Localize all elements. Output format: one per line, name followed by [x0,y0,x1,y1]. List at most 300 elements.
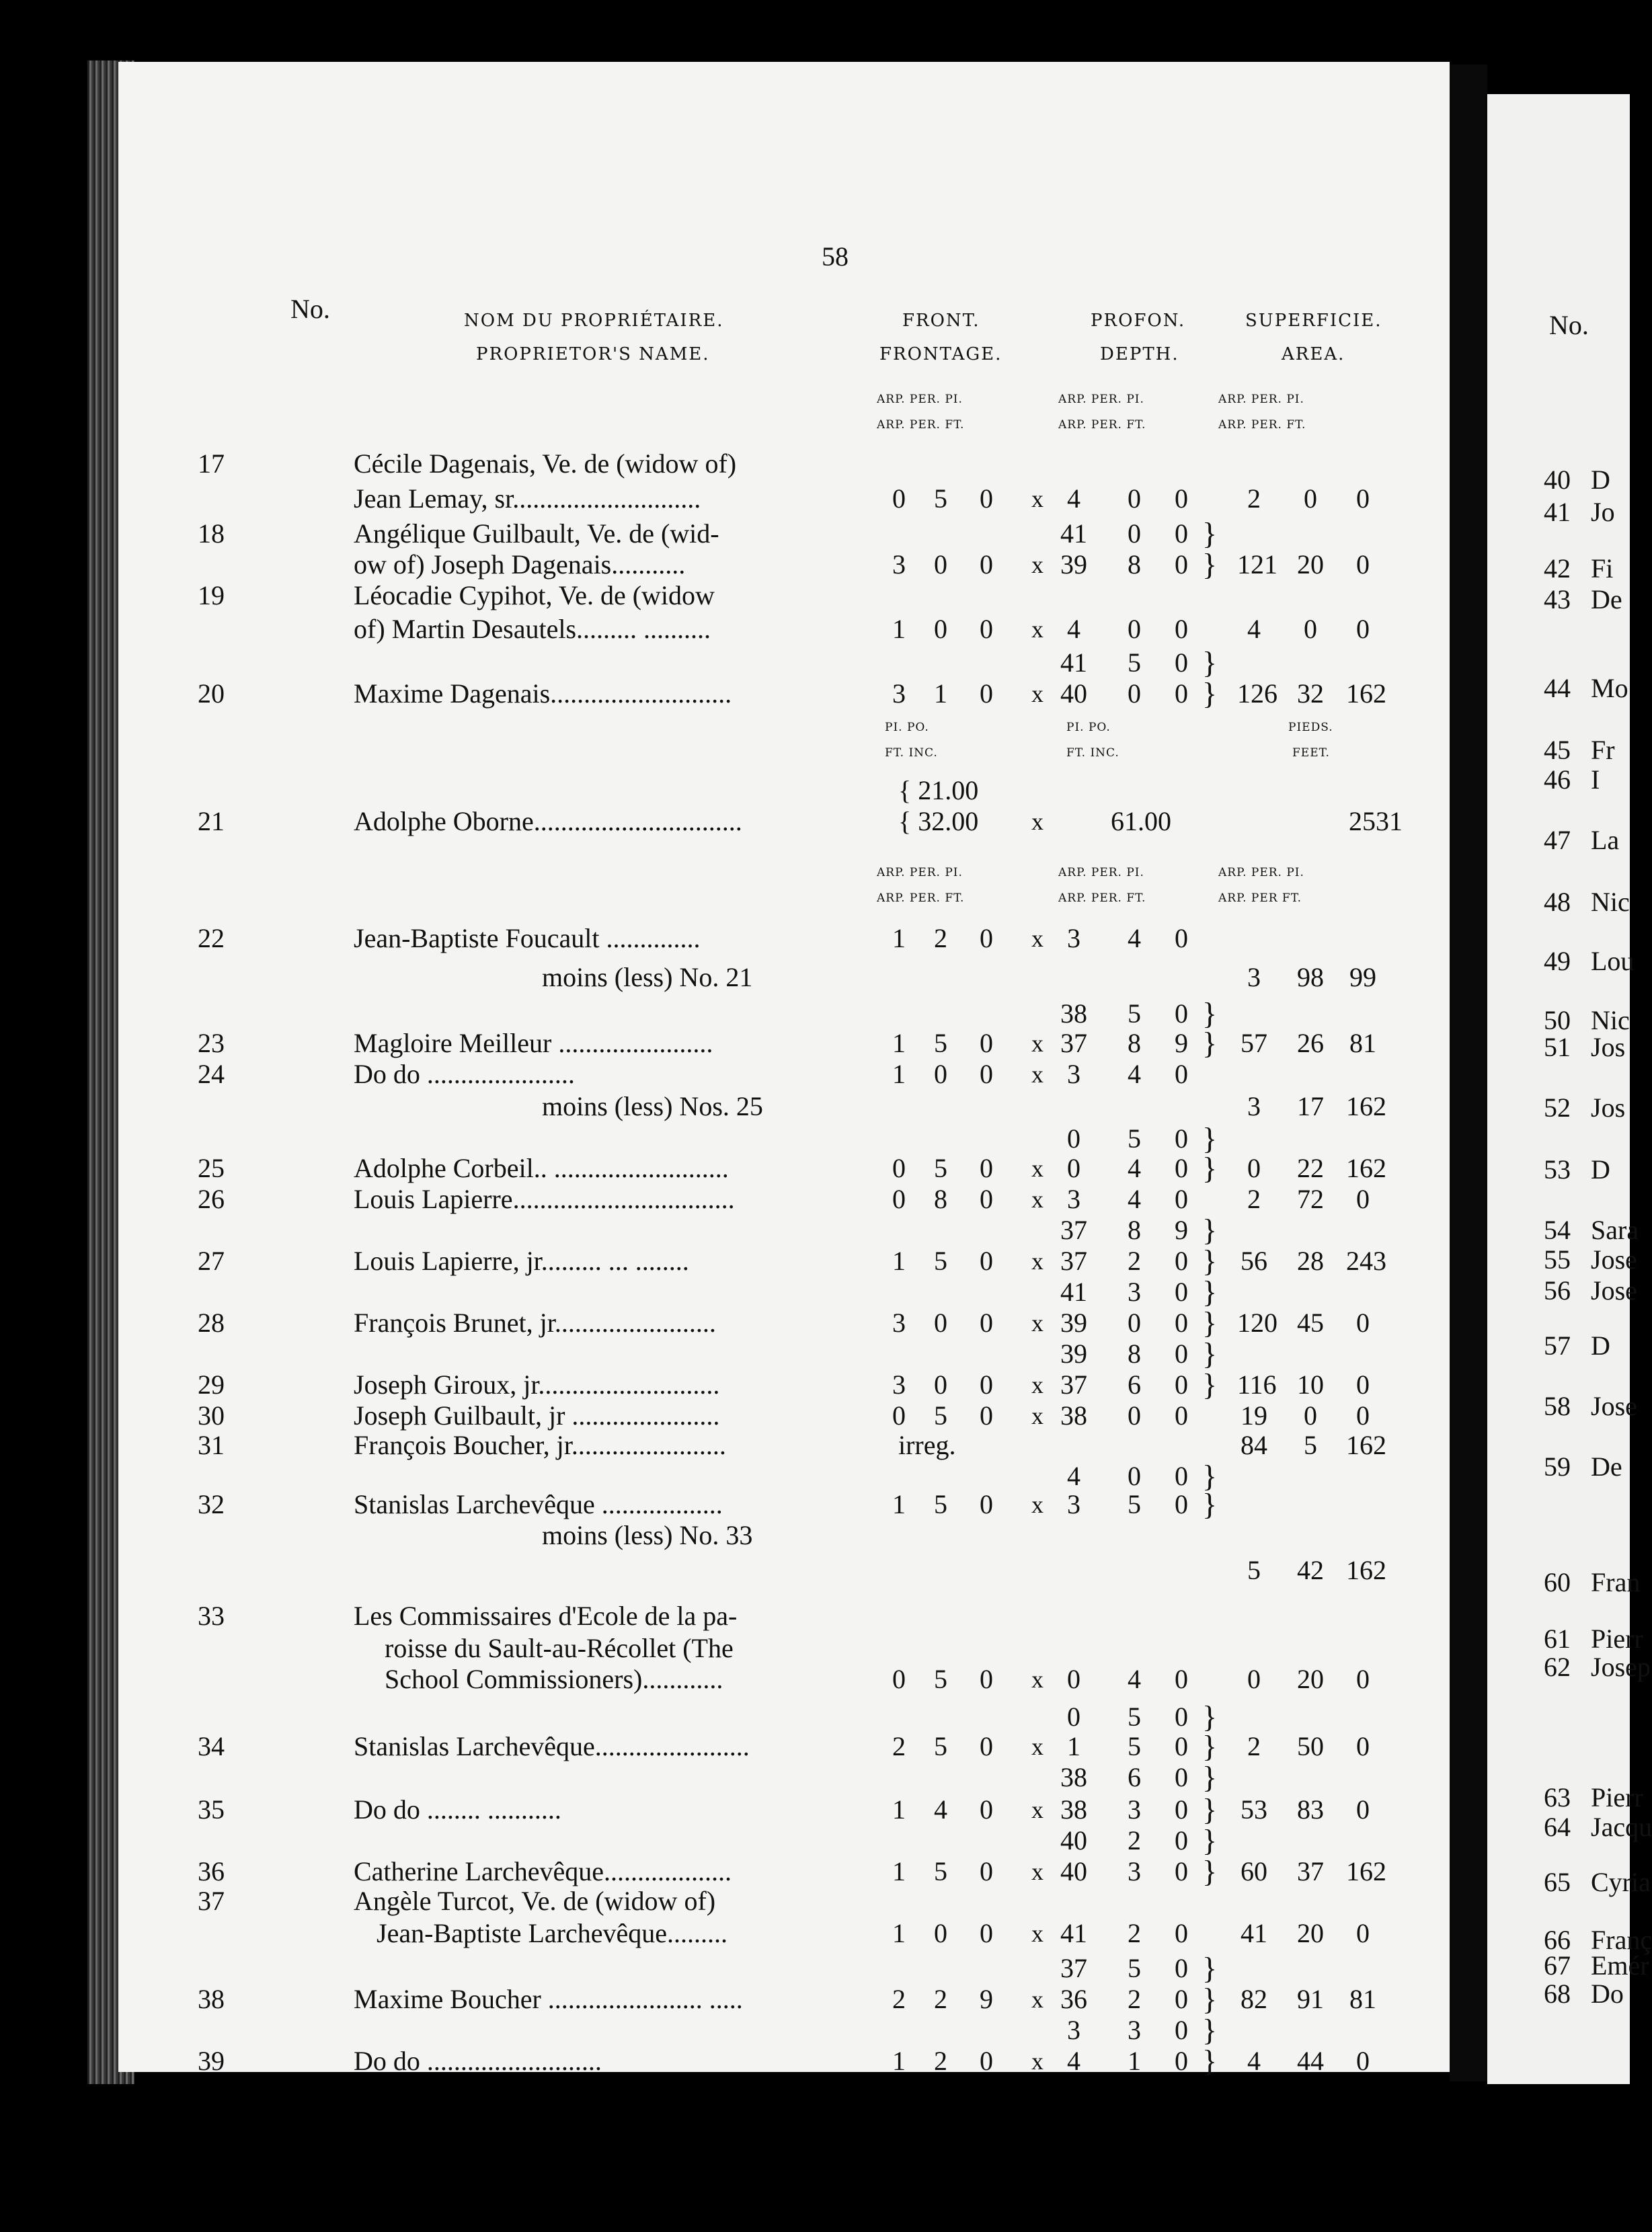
right-proprietor-fragment: Pierr [1591,1782,1643,1812]
table-row [118,924,1450,953]
right-proprietor-fragment: Nic [1591,1005,1630,1035]
right-lot-number: 57 [1544,1330,1571,1361]
depth-value: 1 [1067,1731,1080,1761]
depth-value: 41 [1060,518,1087,549]
area-value: 32 [1297,678,1324,709]
brace-symbol: } [1202,996,1218,1031]
area-value: 81 [1349,1984,1376,2014]
right-proprietor-fragment: Cyria [1591,1867,1651,1897]
property-table [118,62,1450,2078]
table-row [118,1702,1450,1732]
table-row [118,776,1450,805]
lot-number: 37 [198,1886,225,1916]
frontage-value: 0 [980,1246,993,1276]
brace-symbol: } [1202,1487,1218,1521]
frontage-value: 0 [892,1664,906,1694]
brace-symbol: } [1202,1275,1218,1309]
frontage-value: 0 [980,1664,993,1694]
times-sign: x [1031,925,1044,952]
area-value: 98 [1297,962,1324,992]
times-sign: x [1031,485,1044,512]
right-lot-number: 52 [1544,1092,1571,1123]
proprietor-name: School Commissioners)............ [385,1664,723,1694]
area-value: 162 [1346,1856,1386,1886]
right-lot-number: 53 [1544,1154,1571,1185]
frontage-value: 0 [934,1308,947,1338]
frontage-value: 5 [934,1489,947,1519]
right-lot-number: 60 [1544,1567,1571,1597]
table-row [118,645,1450,680]
proprietor-name: Adolphe Corbeil.. .......................... [354,1153,729,1183]
lot-number: 28 [198,1308,225,1338]
proprietor-name: Louis Lapierre, jr......... ... ........ [354,1246,689,1276]
depth-value: 5 [1128,1489,1141,1519]
brace-symbol: } [1202,1459,1218,1493]
area-value: 81 [1349,1028,1376,1058]
units-arp-front-fr-2: ARP. PER. PI. [877,866,963,879]
lot-number: 24 [198,1059,225,1089]
brace-symbol: } [1202,676,1218,711]
depth-value: 40 [1060,1856,1087,1886]
right-proprietor-fragment: Emér [1591,1950,1649,1981]
proprietor-name: Jean-Baptiste Foucault .............. [354,923,701,953]
proprietor-name: François Brunet, jr........................ [354,1308,716,1338]
depth-value: 1 [1128,2046,1141,2076]
proprietor-name: ow of) Joseph Dagenais........... [354,549,686,580]
table-row [118,449,1450,479]
right-lot-number: 58 [1544,1391,1571,1421]
frontage-value: 5 [934,1028,947,1058]
area-value: 50 [1297,1731,1324,1761]
right-proprietor-fragment: I [1591,764,1600,795]
times-sign: x [1031,1155,1044,1182]
frontage-value: 3 [892,549,906,580]
area-value: 3 [1247,1091,1261,1121]
table-row [118,581,1450,610]
depth-value: 0 [1175,1308,1188,1338]
right-proprietor-fragment: Sara [1591,1215,1639,1245]
lot-number: 38 [198,1984,225,2014]
frontage-value: 0 [980,1028,993,1058]
right-proprietor-fragment: Lou [1591,946,1635,976]
depth-value: 0 [1128,678,1141,709]
right-lot-number: 45 [1544,735,1571,765]
proprietor-name: Catherine Larchevêque................... [354,1856,732,1886]
right-page-entry [1544,1214,1639,1246]
proprietor-name: Maxime Dagenais........................... [354,678,732,709]
table-row [118,1308,1450,1338]
depth-value: 3 [1067,1489,1080,1519]
right-proprietor-fragment: Jose [1591,1244,1637,1275]
right-proprietor-fragment: Josep [1591,1652,1651,1682]
frontage-value: 0 [980,2046,993,2076]
area-value: 72 [1297,1184,1324,1214]
table-row [118,1246,1450,1276]
right-lot-number: 50 [1544,1005,1571,1035]
depth-value: 3 [1128,2015,1141,2045]
area-value: 0 [1356,483,1370,514]
frontage-value: 0 [980,549,993,580]
frontage-value: 0 [980,1153,993,1183]
depth-value: 0 [1175,1762,1188,1792]
area-value: 126 [1237,678,1277,709]
depth-value: 4 [1067,1461,1080,1491]
area-value: 0 [1304,1400,1317,1431]
lot-number: 32 [198,1489,225,1519]
frontage-value: 0 [980,1308,993,1338]
right-proprietor-fragment: D [1591,1154,1610,1185]
times-sign: x [1031,680,1044,707]
header-area-en: AREA. [1282,344,1345,364]
area-value: 0 [1247,1664,1261,1694]
lot-number: 27 [198,1246,225,1276]
frontage-value: 5 [934,483,947,514]
frontage-value: 0 [980,923,993,953]
lot-number: 35 [198,1794,225,1825]
area-value: 56 [1241,1246,1267,1276]
header-no: No. [290,294,330,324]
units-arp-front-en-2: ARP. PER. FT. [877,891,965,905]
area-value: 44 [1297,2046,1324,2076]
right-lot-number: 64 [1544,1812,1571,1842]
frontage-value: 4 [934,1794,947,1825]
header-name-fr: NOM DU PROPRIÉTAIRE. [464,311,724,331]
depth-value: 9 [1175,1028,1188,1058]
table-row [118,996,1450,1031]
proprietor-name: Joseph Guilbault, jr ...................... [354,1400,720,1431]
right-page-entry [1544,1275,1637,1306]
table-row [118,614,1450,644]
proprietor-name: Angélique Guilbault, Ve. de (wid- [354,518,719,549]
area-value: 0 [1356,1918,1370,1948]
frontage-value: 2 [934,923,947,953]
right-lot-number: 48 [1544,887,1571,917]
right-proprietor-fragment: La [1591,825,1620,855]
lot-number: 20 [198,678,225,709]
frontage-value: 1 [892,1059,906,1089]
units-arp-area-fr-2: ARP. PER. PI. [1218,866,1304,879]
area-value: 4 [1247,2046,1261,2076]
depth-value: 2 [1128,1918,1141,1948]
area-value: 41 [1241,1918,1267,1948]
depth-value: 61.00 [1111,806,1171,836]
right-proprietor-fragment: Mo [1591,673,1628,703]
depth-value: 0 [1175,1153,1188,1183]
brace-symbol: } [1202,1951,1218,1985]
area-value: 3 [1247,962,1261,992]
lot-number: 29 [198,1369,225,1400]
right-proprietor-fragment: Jo [1591,497,1615,527]
depth-value: 0 [1175,647,1188,678]
area-value: 42 [1297,1555,1324,1585]
depth-value: 0 [1175,923,1188,953]
frontage-value: 0 [892,483,906,514]
units-arp-depth-en-2: ARP. PER. FT. [1058,891,1146,905]
right-page-entry [1544,886,1630,918]
table-row [118,1886,1450,1916]
lot-number: 33 [198,1601,225,1631]
frontage-value: { 32.00 [898,806,979,836]
depth-value: 0 [1175,1918,1188,1948]
times-sign: x [1031,1061,1044,1088]
right-lot-number: 46 [1544,764,1571,795]
area-value: 162 [1346,678,1386,709]
right-page-entry [1544,1244,1637,1275]
depth-value: 8 [1128,1339,1141,1369]
depth-value: 0 [1175,1856,1188,1886]
depth-value: 0 [1175,1059,1188,1089]
depth-value: 39 [1060,1308,1087,1338]
depth-value: 4 [1067,483,1080,514]
proprietor-name: Do do ...................... [354,1059,575,1089]
proprietor-name: Stanislas Larchevêque....................... [354,1731,750,1761]
brace-symbol: } [1202,1700,1218,1734]
right-proprietor-fragment: Jose [1591,1391,1637,1421]
units-ft-front-fr: PI. PO. [885,721,929,734]
times-sign: x [1031,1186,1044,1213]
depth-value: 40 [1060,1825,1087,1856]
depth-value: 0 [1175,1984,1188,2014]
brace-symbol: } [1202,1306,1218,1340]
right-page-entry [1544,1950,1649,1981]
area-value: 91 [1297,1984,1324,2014]
right-page-entry [1544,764,1600,795]
depth-value: 0 [1067,1123,1080,1154]
depth-value: 0 [1175,1664,1188,1694]
table-row [118,484,1450,514]
depth-value: 5 [1128,1702,1141,1732]
brace-symbol: } [1202,1854,1218,1888]
book-gutter [1450,65,1487,2081]
table-row [118,1951,1450,1985]
frontage-value: 1 [892,1794,906,1825]
times-sign: x [1031,1402,1044,1429]
right-page-entry [1544,824,1619,856]
depth-value: 5 [1128,1123,1141,1154]
area-value: 116 [1237,1369,1277,1400]
area-value: 28 [1297,1246,1324,1276]
proprietor-name: of) Martin Desautels......... .......... [354,614,711,644]
table-row [118,1729,1450,1763]
times-sign: x [1031,1491,1044,1518]
units-pieds: PIEDS. [1288,721,1333,734]
right-lot-number: 43 [1544,584,1571,614]
area-value: 17 [1297,1091,1324,1121]
depth-value: 0 [1175,1702,1188,1732]
brace-symbol: } [1202,1337,1218,1371]
right-lot-number: 41 [1544,497,1571,527]
brace-symbol: } [1202,2044,1218,2078]
depth-value: 6 [1128,1369,1141,1400]
frontage-value: 0 [980,1856,993,1886]
proprietor-name: Magloire Meilleur ....................... [354,1028,713,1058]
depth-value: 0 [1175,614,1188,644]
frontage-value: 1 [892,614,906,644]
depth-value: 0 [1067,1153,1080,1183]
units-front-en: ARP. PER. FT. [877,418,965,432]
frontage-value: 5 [934,1246,947,1276]
right-proprietor-fragment: D [1591,1330,1610,1361]
right-lot-number: 44 [1544,673,1571,703]
depth-value: 37 [1060,1953,1087,1983]
table-row [118,1121,1450,1156]
frontage-value: 0 [980,1794,993,1825]
units-arp-area-en-2: ARP. PER FT. [1218,891,1302,905]
depth-value: 3 [1128,1856,1141,1886]
depth-value: 0 [1175,1369,1188,1400]
depth-value: 0 [1128,1308,1141,1338]
depth-value: 37 [1060,1028,1087,1058]
depth-value: 0 [1175,1825,1188,1856]
area-value: 84 [1241,1430,1267,1460]
frontage-value: 1 [892,1918,906,1948]
brace-symbol: } [1202,645,1218,680]
area-value: 2 [1247,1731,1261,1761]
right-lot-number: 40 [1544,465,1571,495]
area-value: 20 [1297,1664,1324,1694]
frontage-value: 3 [892,678,906,709]
right-lot-number: 68 [1544,1979,1571,2009]
frontage-value: 0 [980,1184,993,1214]
lot-number: 30 [198,1400,225,1431]
area-value: 22 [1297,1153,1324,1183]
proprietor-name: Joseph Giroux, jr........................... [354,1369,720,1400]
table-row [118,1060,1450,1089]
right-page-entry [1544,1866,1651,1898]
depth-value: 8 [1128,1028,1141,1058]
area-value: 121 [1237,549,1277,580]
table-row [118,1665,1450,1694]
proprietor-name: Do do .......................... [354,2046,602,2076]
depth-value: 0 [1175,1277,1188,1307]
frontage-value: 2 [892,1731,906,1761]
area-value: 5 [1304,1430,1317,1460]
right-proprietor-fragment: Do [1591,1979,1624,2009]
table-row [118,1634,1450,1663]
frontage-value: 5 [934,1731,947,1761]
right-lot-number: 51 [1544,1032,1571,1062]
frontage-value: 2 [892,1984,906,2014]
right-proprietor-fragment: Pierr [1591,1624,1643,1654]
right-lot-number: 55 [1544,1244,1571,1275]
area-value: 0 [1356,1308,1370,1338]
area-value: 162 [1346,1091,1386,1121]
area-value: 162 [1346,1430,1386,1460]
depth-value: 0 [1128,518,1141,549]
depth-value: 3 [1067,1184,1080,1214]
right-page-entry [1544,1031,1625,1063]
table-row [118,1339,1450,1369]
area-value: 20 [1297,1918,1324,1948]
right-page-entry [1544,734,1615,766]
times-sign: x [1031,808,1044,835]
depth-value: 4 [1128,1664,1141,1694]
frontage-value: 1 [892,923,906,953]
units-ft-depth-fr: PI. PO. [1066,721,1111,734]
depth-value: 8 [1128,549,1141,580]
units-depth-fr: ARP. PER. PI. [1058,393,1144,406]
right-lot-number: 56 [1544,1275,1571,1306]
right-proprietor-fragment: Fr [1591,735,1615,765]
brace-symbol: } [1202,1121,1218,1156]
brace-symbol: } [1202,1367,1218,1402]
proprietor-name: Maxime Boucher ....................... ..... [354,1984,743,2014]
depth-value: 4 [1128,1059,1141,1089]
depth-value: 0 [1175,998,1188,1029]
depth-value: 38 [1060,1400,1087,1431]
lot-number: 18 [198,518,225,549]
frontage-value: 0 [934,614,947,644]
depth-value: 36 [1060,1984,1087,2014]
area-value: 60 [1241,1856,1267,1886]
area-value: 0 [1356,1664,1370,1694]
right-page-entry [1544,945,1634,977]
frontage-value: 0 [934,1918,947,1948]
proprietor-name: Louis Lapierre................................. [354,1184,735,1214]
depth-value: 0 [1175,1339,1188,1369]
right-header-no: No. [1549,310,1589,340]
frontage-value: 5 [934,1664,947,1694]
area-value: 0 [1356,2046,1370,2076]
depth-value: 0 [1175,1794,1188,1825]
header-depth-en: DEPTH. [1100,344,1179,364]
right-page-entry [1544,1390,1637,1422]
units-arp-depth-fr-2: ARP. PER. PI. [1058,866,1144,879]
brace-symbol: } [1202,1823,1218,1858]
frontage-value: 0 [980,483,993,514]
area-value: 20 [1297,549,1324,580]
times-sign: x [1031,1310,1044,1337]
lot-number: 22 [198,923,225,953]
depth-value: 41 [1060,1277,1087,1307]
right-lot-number: 42 [1544,553,1571,584]
depth-value: 5 [1128,998,1141,1029]
right-lot-number: 47 [1544,825,1571,855]
proprietor-name: moins (less) No. 21 [542,962,753,992]
table-row [118,1277,1450,1307]
table-row [118,1367,1450,1402]
area-value: 53 [1241,1794,1267,1825]
table-row [118,1459,1450,1493]
area-value: 0 [1356,1794,1370,1825]
depth-value: 0 [1128,1400,1141,1431]
right-lot-number: 54 [1544,1215,1571,1245]
proprietor-name: Angèle Turcot, Ve. de (widow of) [354,1886,716,1916]
brace-symbol: } [1202,1244,1218,1278]
depth-value: 37 [1060,1215,1087,1245]
frontage-value: 0 [934,1059,947,1089]
depth-value: 9 [1175,1215,1188,1245]
brace-symbol: } [1202,1982,1218,2016]
depth-value: 0 [1175,1184,1188,1214]
depth-value: 4 [1128,1153,1141,1183]
frontage-value: 3 [892,1308,906,1338]
area-value: 243 [1346,1246,1386,1276]
table-row [118,1760,1450,1794]
area-value: 0 [1356,1400,1370,1431]
frontage-value: 0 [980,1059,993,1089]
page-number: 58 [822,241,849,272]
frontage-value: 5 [934,1153,947,1183]
times-sign: x [1031,551,1044,578]
times-sign: x [1031,1371,1044,1398]
times-sign: x [1031,1986,1044,2013]
header-name-en: PROPRIETOR'S NAME. [476,344,710,364]
table-row [118,1919,1450,1948]
depth-value: 40 [1060,678,1087,709]
frontage-value: 2 [934,2046,947,2076]
area-value: 82 [1241,1984,1267,2014]
